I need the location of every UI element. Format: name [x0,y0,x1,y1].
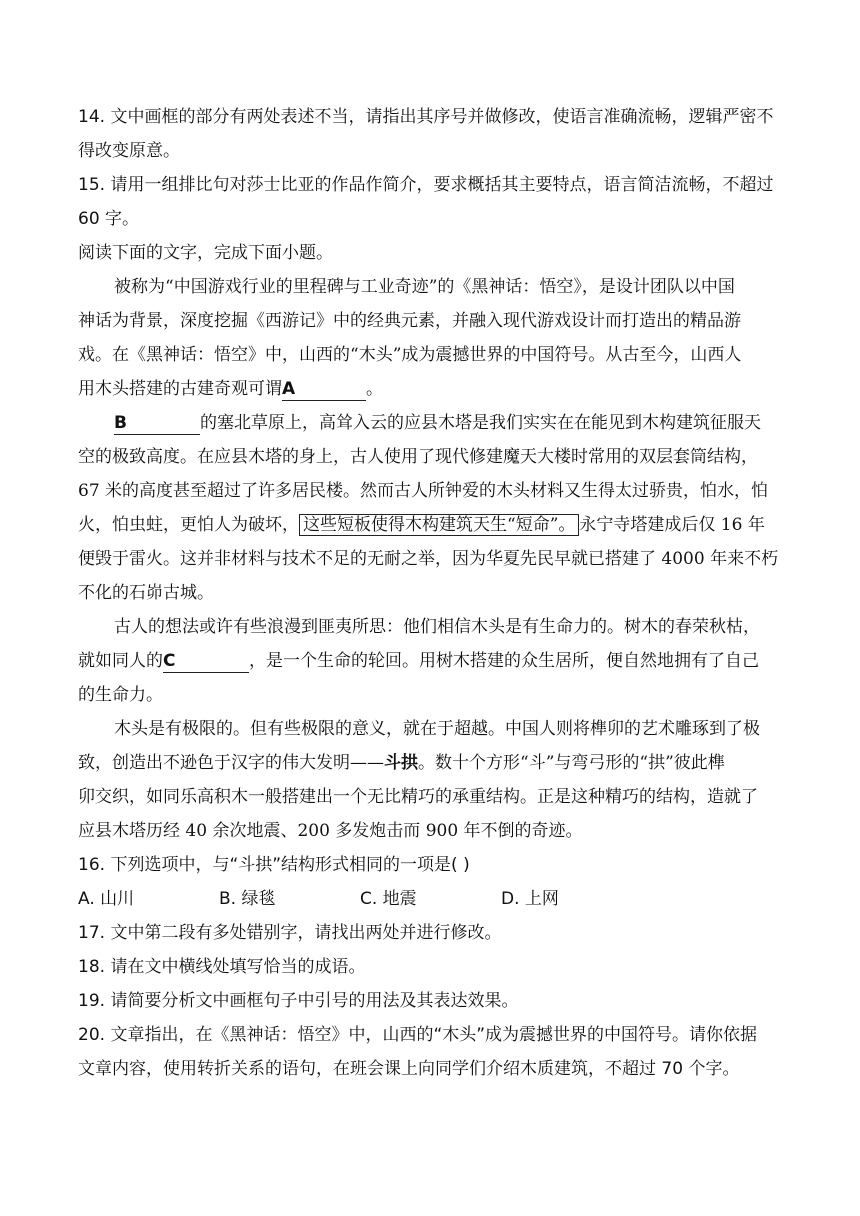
paragraph-3-line-2-text: 就如同人的 [78,651,163,671]
paragraph-2-line-4-text: 火，怕虫蛀，更怕人为破坏， [78,515,299,535]
question-17: 17. 文中第二段有多处错别字，请找出两处并进行修改。 [78,923,502,943]
paragraph-3-line-2-end: ，是一个生命的轮回。用树木搭建的众生居所，便自然地拥有了自己 [249,651,759,671]
question-16-options [78,882,784,916]
option-a[interactable]: A. 山川 [78,889,135,909]
paragraph-3-line-3: 的生命力。 [78,685,163,705]
option-b[interactable]: B. 绿毯 [219,889,276,909]
paragraph-4-line-4: 应县木塔历经 40 余次地震、200 多发炮击而 900 年不倒的奇迹。 [78,821,583,841]
option-d[interactable]: D. 上网 [501,889,559,909]
paragraph-1-line-4-text: 用木头搭建的古建奇观可谓 [78,379,282,399]
question-16: 16. 下列选项中，与“斗拱”结构形式相同的一项是( ) [78,855,470,875]
paragraph-1-line-2: 神话为背景，深度挖掘《西游记》中的经典元素，并融入现代游戏设计而打造出的精品游 [78,311,741,331]
blank-a[interactable] [282,378,366,401]
paragraph-3-line-1: 古人的想法或许有些浪漫到匪夷所思：他们相信木头是有生命力的。树木的春荣秋枯， [114,617,760,637]
blank-a-label: A [282,379,296,399]
blank-b[interactable] [114,412,200,435]
question-14-line-2: 得改变原意。 [78,141,180,161]
paragraph-2-line-4 [78,508,784,542]
paragraph-2-line-2: 空的极致高度。在应县木塔的身上，古人使用了现代修建魔天大楼时常用的双层套筒结构， [78,447,758,467]
document-page [78,100,784,1086]
dougong-term: 斗拱 [384,753,418,773]
paragraph-1-line-4-end: 。 [366,379,383,399]
framed-sentence: 这些短板使得木构建筑天生“短命”。 [299,514,579,536]
paragraph-1-line-4 [78,372,784,406]
reading-intro: 阅读下面的文字，完成下面小题。 [78,243,333,263]
option-c[interactable]: C. 地震 [360,889,417,909]
question-15-line-1: 15. 请用一组排比句对莎士比亚的作品作简介，要求概括其主要特点，语言简洁流畅，不超过 [78,175,774,195]
paragraph-4-line-3: 卯交织，如同乐高积木一般搭建出一个无比精巧的承重结构。正是这种精巧的结构，造就了 [78,787,758,807]
paragraph-2-line-4-end: 永宁寺塔建成后仅 16 年 [579,515,765,535]
question-18: 18. 请在文中横线处填写恰当的成语。 [78,957,366,977]
paragraph-4-line-2-text: 致，创造出不逊色于汉字的伟大发明—— [78,753,384,773]
paragraph-3-line-2 [78,644,784,678]
question-20-line-1: 20. 文章指出，在《黑神话：悟空》中，山西的“木头”成为震撼世界的中国符号。请你依据 [78,1025,758,1045]
paragraph-2-line-3: 67 米的高度甚至超过了许多居民楼。然而古人所钟爱的木头材料又生得太过骄贵，怕水，怕 [78,481,769,501]
question-20-line-2: 文章内容，使用转折关系的语句，在班会课上向同学们介绍木质建筑，不超过 70 个字。 [78,1059,740,1079]
blank-c-label: C [163,651,176,671]
question-14-line-1: 14. 文中画框的部分有两处表述不当，请指出其序号并做修改，使语言准确流畅，逻辑严密不 [78,107,774,127]
question-15-line-2: 60 字。 [78,209,140,229]
paragraph-4-line-2 [78,746,784,780]
paragraph-2-line-6: 不化的石峁古城。 [78,583,214,603]
paragraph-2-line-1 [78,406,784,440]
blank-c[interactable] [163,650,249,673]
paragraph-4-line-1: 木头是有极限的。但有些极限的意义，就在于超越。中国人则将榫卯的艺术雕琢到了极 [114,719,760,739]
paragraph-1-line-3: 戏。在《黑神话：悟空》中，山西的“木头”成为震撼世界的中国符号。从古至今，山西人 [78,345,742,365]
paragraph-2-line-1-text: 的塞北草原上，高耸入云的应县木塔是我们实实在在能见到木构建筑征服天 [200,413,761,433]
paragraph-1-line-1: 被称为“中国游戏行业的里程碑与工业奇迹”的《黑神话：悟空》，是设计团队以中国 [114,277,735,297]
blank-b-label: B [114,413,127,433]
paragraph-2-line-5: 便毁于雷火。这并非材料与技术不足的无耐之举，因为华夏先民早就已搭建了 4000 年来不朽 [78,549,779,569]
question-19: 19. 请简要分析文中画框句子中引号的用法及其表达效果。 [78,991,519,1011]
paragraph-4-line-2-end: 。数十个方形“斗”与弯弓形的“拱”彼此榫 [418,753,725,773]
